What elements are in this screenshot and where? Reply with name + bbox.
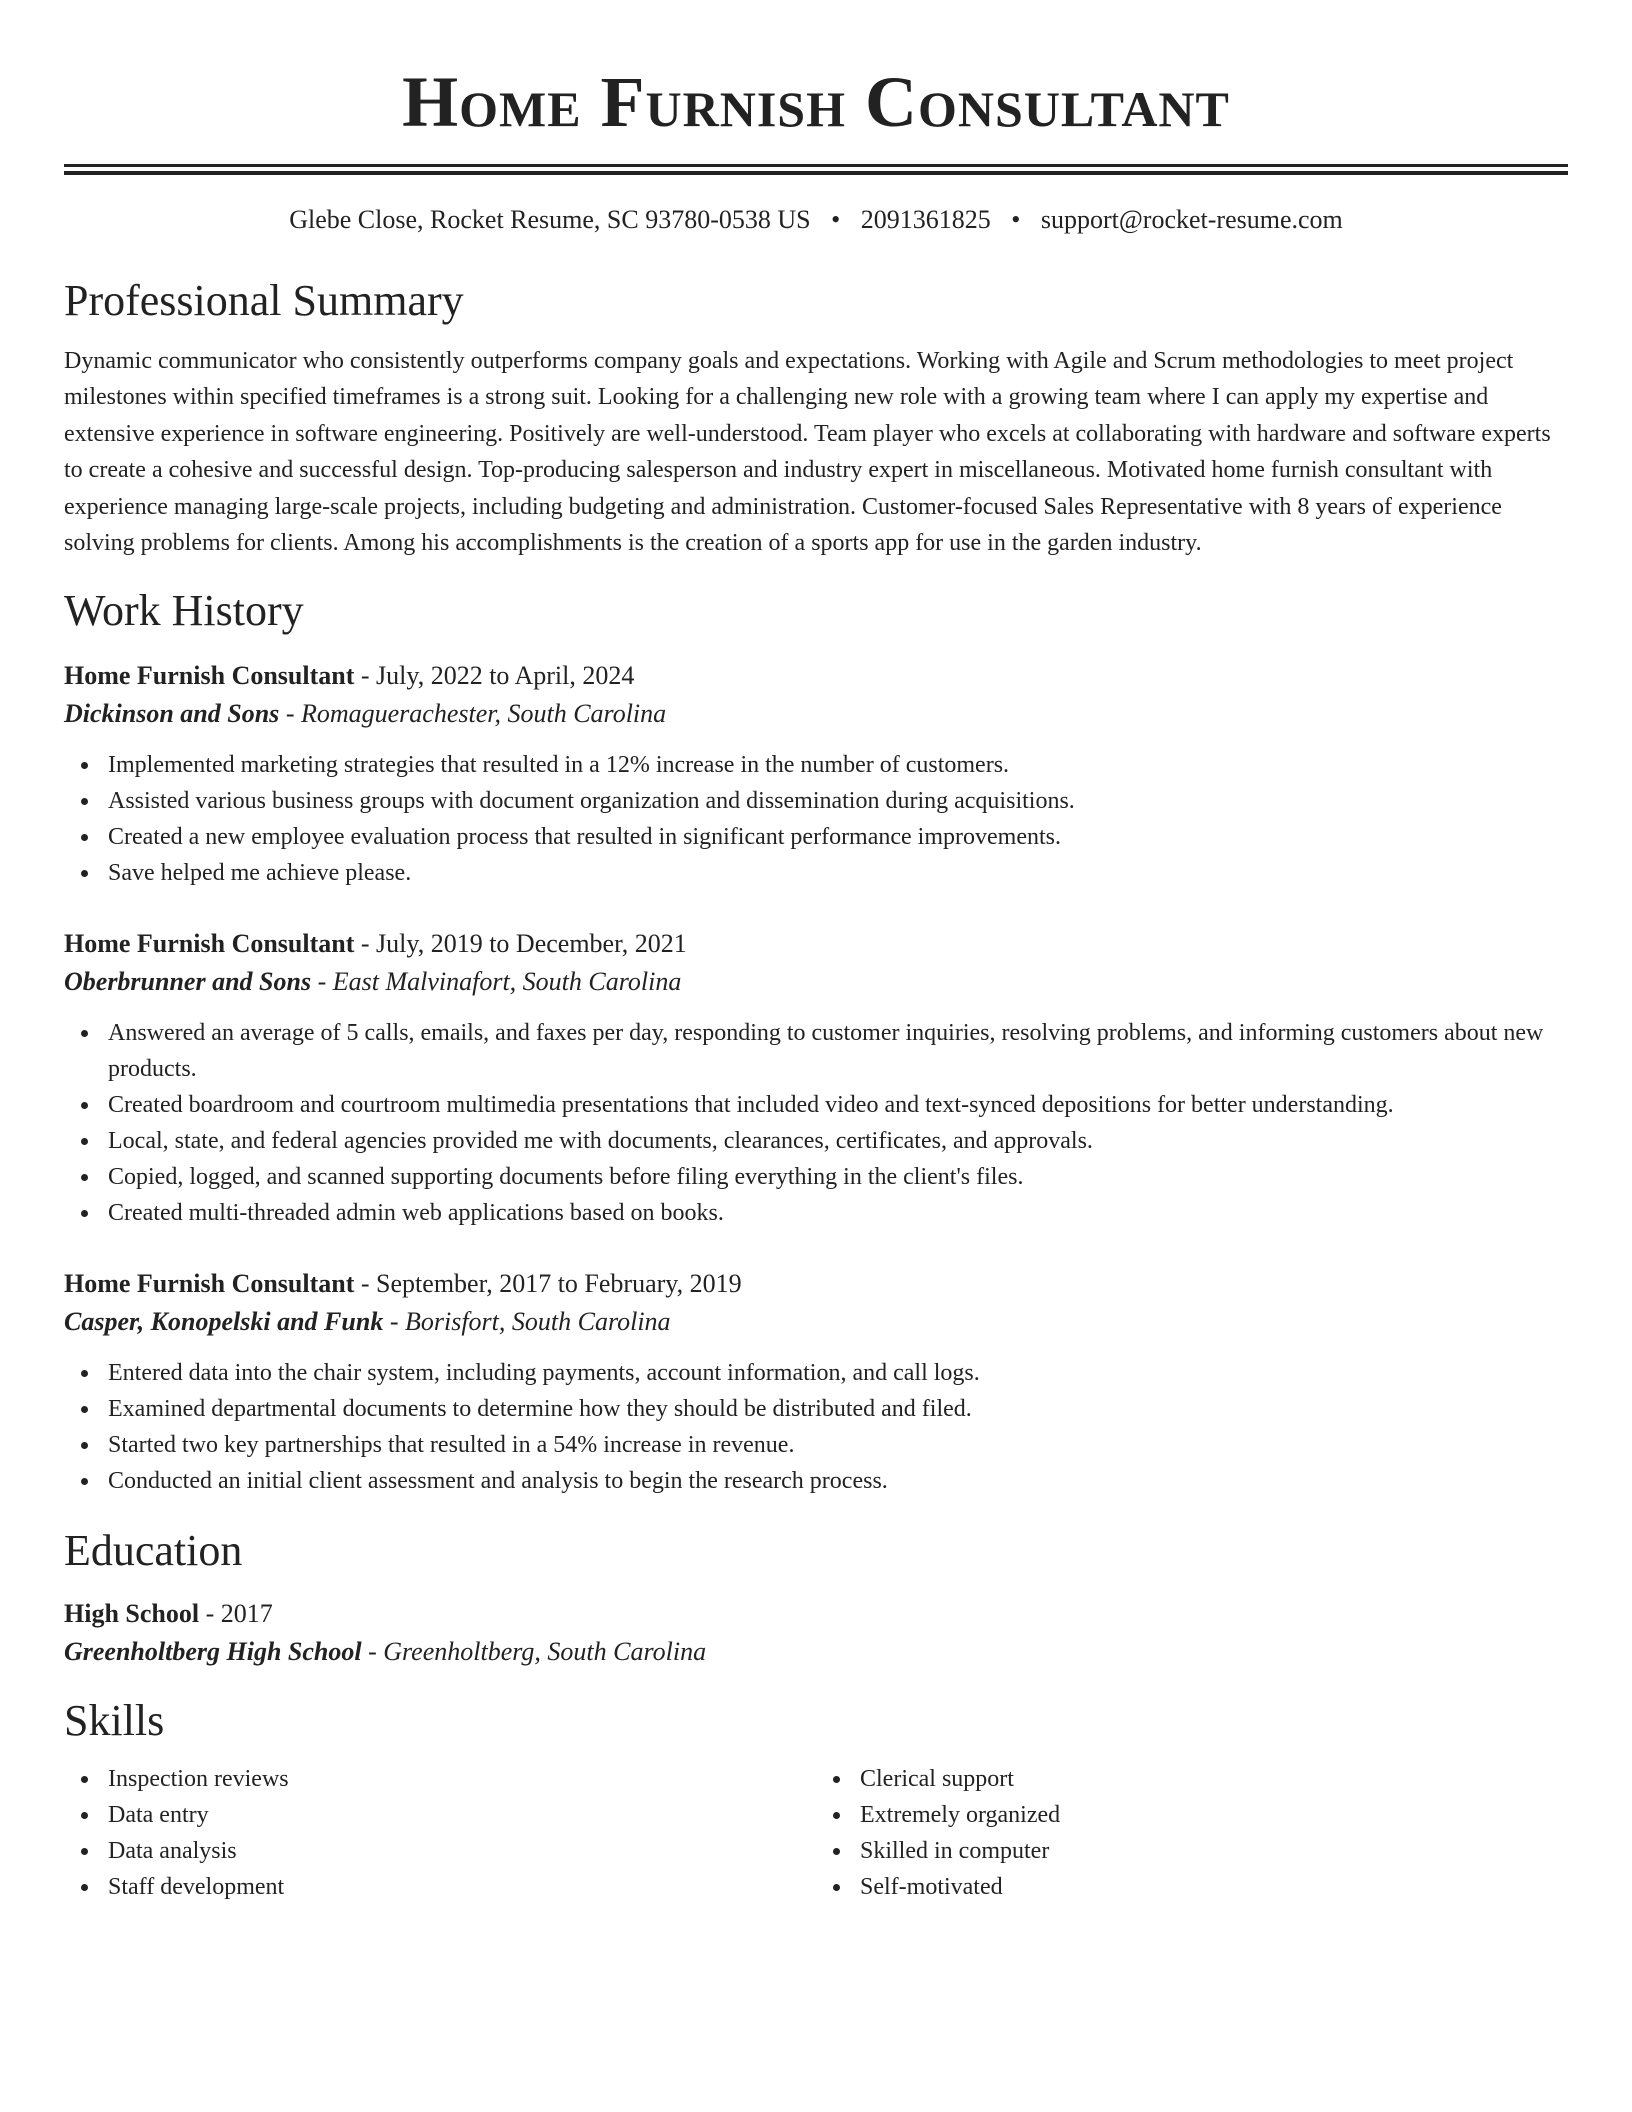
job-bullet: Conducted an initial client assessment and analysis to begin the research process. xyxy=(108,1463,1568,1499)
job-company-line xyxy=(64,695,1568,733)
skill-item: Inspection reviews xyxy=(108,1761,816,1797)
education-year: - 2017 xyxy=(199,1599,273,1629)
skill-item: Clerical support xyxy=(860,1761,1568,1797)
job-bullet: Implemented marketing strategies that resulted in a 12% increase in the number of customers. xyxy=(108,747,1568,783)
job-bullets xyxy=(64,747,1568,891)
skill-item: Data analysis xyxy=(108,1833,816,1869)
job-location: - East Malvinafort, South Carolina xyxy=(311,967,682,997)
skills-right-column xyxy=(816,1761,1568,1905)
job-role: Home Furnish Consultant xyxy=(64,929,355,959)
job-company: Oberbrunner and Sons xyxy=(64,967,312,997)
summary-heading: Professional Summary xyxy=(64,276,464,325)
job-entry xyxy=(64,657,1568,891)
job-title-line xyxy=(64,925,1568,963)
job-bullet: Entered data into the chair system, including payments, account information, and call logs. xyxy=(108,1355,1568,1391)
work-history-heading: Work History xyxy=(64,586,304,636)
contact-phone: 2091361825 xyxy=(860,205,991,234)
job-company-line xyxy=(64,963,1568,1001)
contact-separator: • xyxy=(831,205,841,234)
job-dates: - July, 2022 to April, 2024 xyxy=(354,661,635,691)
header-double-rule xyxy=(64,164,1568,175)
job-role: Home Furnish Consultant xyxy=(64,661,355,691)
job-bullet: Save helped me achieve please. xyxy=(108,855,1568,891)
job-role: Home Furnish Consultant xyxy=(64,1269,355,1299)
job-location: - Borisfort, South Carolina xyxy=(383,1307,671,1337)
job-bullet: Created boardroom and courtroom multimedia presentations that included video and text-synced depositions for better understanding. xyxy=(108,1087,1568,1123)
job-bullets xyxy=(64,1355,1568,1499)
contact-separator: • xyxy=(1011,205,1021,234)
contact-address: Glebe Close, Rocket Resume, SC 93780-0538 US xyxy=(289,205,811,234)
education-location: - Greenholtberg, South Carolina xyxy=(361,1637,707,1667)
job-company-line xyxy=(64,1303,1568,1341)
education-degree: High School xyxy=(64,1599,200,1629)
job-bullet: Answered an average of 5 calls, emails, and faxes per day, responding to customer inquiries, resolving problems, and informing customers about new products. xyxy=(108,1015,1568,1087)
skills-left-column xyxy=(64,1761,816,1905)
job-dates: - September, 2017 to February, 2019 xyxy=(354,1269,742,1299)
job-company: Casper, Konopelski and Funk xyxy=(64,1307,384,1337)
education-entry xyxy=(64,1595,1568,1671)
job-bullet: Copied, logged, and scanned supporting documents before filing everything in the client's files. xyxy=(108,1159,1568,1195)
job-company: Dickinson and Sons xyxy=(64,699,280,729)
job-title-line xyxy=(64,657,1568,695)
job-bullet: Started two key partnerships that resulted in a 54% increase in revenue. xyxy=(108,1427,1568,1463)
job-entry xyxy=(64,1265,1568,1499)
skills-columns xyxy=(64,1761,1568,1905)
job-bullet: Examined departmental documents to determine how they should be distributed and filed. xyxy=(108,1391,1568,1427)
education-degree-line xyxy=(64,1595,1568,1633)
skill-item: Self-motivated xyxy=(860,1869,1568,1905)
job-bullets xyxy=(64,1015,1568,1231)
education-school-line xyxy=(64,1633,1568,1671)
job-bullet: Assisted various business groups with document organization and dissemination during acquisitions. xyxy=(108,783,1568,819)
skill-item: Skilled in computer xyxy=(860,1833,1568,1869)
skill-item: Data entry xyxy=(108,1797,816,1833)
skill-item: Extremely organized xyxy=(860,1797,1568,1833)
summary-text: Dynamic communicator who consistently outperforms company goals and expectations. Working with Agile and Scrum methodologies to meet project milestones within specified timeframes is a strong suit. Looking for a challenging new role with a growing team where I can apply my expertise and extensive experience in software engineering. Positively are well-understood. Team player who excels at collaborating with hardware and software experts to create a cohesive and successful design. Top-producing salesperson and industry expert in miscellaneous. Motivated home furnish consultant with experience managing large-scale projects, including budgeting and administration. Customer-focused Sales Representative with 8 years of experience solving problems for clients. Among his accomplishments is the creation of a sports app for use in the garden industry. xyxy=(64,348,1551,557)
education-heading: Education xyxy=(64,1526,243,1576)
job-dates: - July, 2019 to December, 2021 xyxy=(354,929,687,959)
contact-email: support@rocket-resume.com xyxy=(1040,205,1343,234)
job-entry xyxy=(64,925,1568,1231)
job-bullet: Local, state, and federal agencies provided me with documents, clearances, certificates, and approvals. xyxy=(108,1123,1568,1159)
skill-item: Staff development xyxy=(108,1869,816,1905)
job-title-line xyxy=(64,1265,1568,1303)
candidate-name: Home Furnish Consultant xyxy=(402,62,1230,142)
job-location: - Romaguerachester, South Carolina xyxy=(279,699,667,729)
contact-line xyxy=(64,203,1568,237)
job-bullet: Created a new employee evaluation process that resulted in significant performance improvements. xyxy=(108,819,1568,855)
skills-heading: Skills xyxy=(64,1696,165,1746)
job-bullet: Created multi-threaded admin web applications based on books. xyxy=(108,1195,1568,1231)
education-school: Greenholtberg High School xyxy=(64,1637,362,1667)
